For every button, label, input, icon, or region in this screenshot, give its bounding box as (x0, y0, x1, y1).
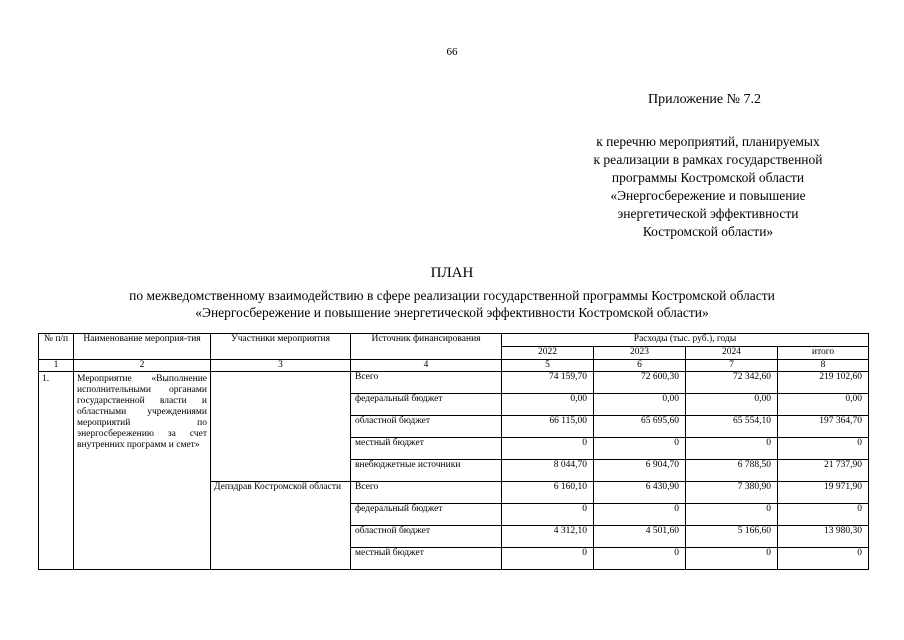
value-cell: 0 (778, 438, 869, 460)
subtitle-line: по межведомственному взаимодействию в сфере реализации государственной программы Костромской области (129, 288, 775, 303)
participant-cell (211, 372, 351, 482)
column-number: 8 (778, 360, 869, 372)
value-cell: 0,00 (502, 394, 594, 416)
item-number: 1. (39, 372, 74, 570)
value-cell: 4 501,60 (594, 526, 686, 548)
appendix-ref-line: к перечню мероприятий, планируемых (596, 134, 820, 149)
value-cell: 6 430,90 (594, 482, 686, 504)
column-number: 1 (39, 360, 74, 372)
value-cell: 0,00 (778, 394, 869, 416)
value-cell: 0 (594, 504, 686, 526)
value-cell: 65 695,60 (594, 416, 686, 438)
document-subtitle (0, 287, 904, 321)
header-year: 2023 (594, 347, 686, 360)
value-cell: 197 364,70 (778, 416, 869, 438)
value-cell: 219 102,60 (778, 372, 869, 394)
header-expenses: Расходы (тыс. руб.), годы (502, 334, 869, 347)
funding-source: внебюджетные источники (351, 460, 502, 482)
funding-source: областной бюджет (351, 416, 502, 438)
header-year: 2022 (502, 347, 594, 360)
appendix-reference (560, 133, 856, 241)
value-cell: 5 166,60 (686, 526, 778, 548)
value-cell: 0 (778, 548, 869, 570)
funding-source: областной бюджет (351, 526, 502, 548)
value-cell: 66 115,00 (502, 416, 594, 438)
header-source: Источник финансирования (351, 334, 502, 360)
item-name: Мероприятие «Выполнение исполнительными органами государственной власти и областными учреждениями мероприятий по энергосбережению за счет внутренних программ и смет» (74, 372, 211, 570)
header-year: 2024 (686, 347, 778, 360)
value-cell: 0 (686, 548, 778, 570)
value-cell: 0,00 (686, 394, 778, 416)
column-number: 6 (594, 360, 686, 372)
value-cell: 72 600,30 (594, 372, 686, 394)
value-cell: 0 (686, 438, 778, 460)
participant-cell: Депздрав Костромской области (211, 482, 351, 570)
plan-table (38, 333, 869, 570)
funding-source: местный бюджет (351, 548, 502, 570)
column-number: 4 (351, 360, 502, 372)
header-name: Наименование мероприя-тия (74, 334, 211, 360)
column-number: 3 (211, 360, 351, 372)
value-cell: 19 971,90 (778, 482, 869, 504)
appendix-title: Приложение № 7.2 (648, 92, 761, 107)
value-cell: 8 044,70 (502, 460, 594, 482)
funding-source: федеральный бюджет (351, 394, 502, 416)
subtitle-line: «Энергосбережение и повышение энергетической эффективности Костромской области» (195, 305, 709, 320)
value-cell: 7 380,90 (686, 482, 778, 504)
appendix-ref-line: программы Костромской области (611, 170, 805, 185)
value-cell: 0,00 (594, 394, 686, 416)
document-title: ПЛАН (430, 265, 474, 281)
column-number: 7 (686, 360, 778, 372)
appendix-ref-line: «Энергосбережение и повышение (610, 188, 806, 203)
value-cell: 6 788,50 (686, 460, 778, 482)
value-cell: 0 (594, 548, 686, 570)
value-cell: 0 (502, 438, 594, 460)
funding-source: местный бюджет (351, 438, 502, 460)
funding-source: Всего (351, 482, 502, 504)
header-participants: Участники мероприятия (211, 334, 351, 360)
funding-source: Всего (351, 372, 502, 394)
value-cell: 6 904,70 (594, 460, 686, 482)
value-cell: 65 554,10 (686, 416, 778, 438)
funding-source: федеральный бюджет (351, 504, 502, 526)
table-row (39, 372, 869, 394)
column-number: 5 (502, 360, 594, 372)
column-number: 2 (74, 360, 211, 372)
value-cell: 0 (594, 438, 686, 460)
value-cell: 6 160,10 (502, 482, 594, 504)
value-cell: 21 737,90 (778, 460, 869, 482)
appendix-ref-line: к реализации в рамках государственной (593, 152, 823, 167)
appendix-ref-line: энергетической эффективности (617, 206, 799, 221)
header-num: № п/п (39, 334, 74, 360)
appendix-ref-line: Костромской области» (642, 224, 774, 239)
value-cell: 0 (686, 504, 778, 526)
value-cell: 74 159,70 (502, 372, 594, 394)
value-cell: 72 342,60 (686, 372, 778, 394)
page-number: 66 (446, 46, 458, 58)
value-cell: 0 (778, 504, 869, 526)
header-total: итого (778, 347, 869, 360)
value-cell: 4 312,10 (502, 526, 594, 548)
column-number-row (39, 360, 869, 372)
value-cell: 0 (502, 504, 594, 526)
value-cell: 0 (502, 548, 594, 570)
value-cell: 13 980,30 (778, 526, 869, 548)
